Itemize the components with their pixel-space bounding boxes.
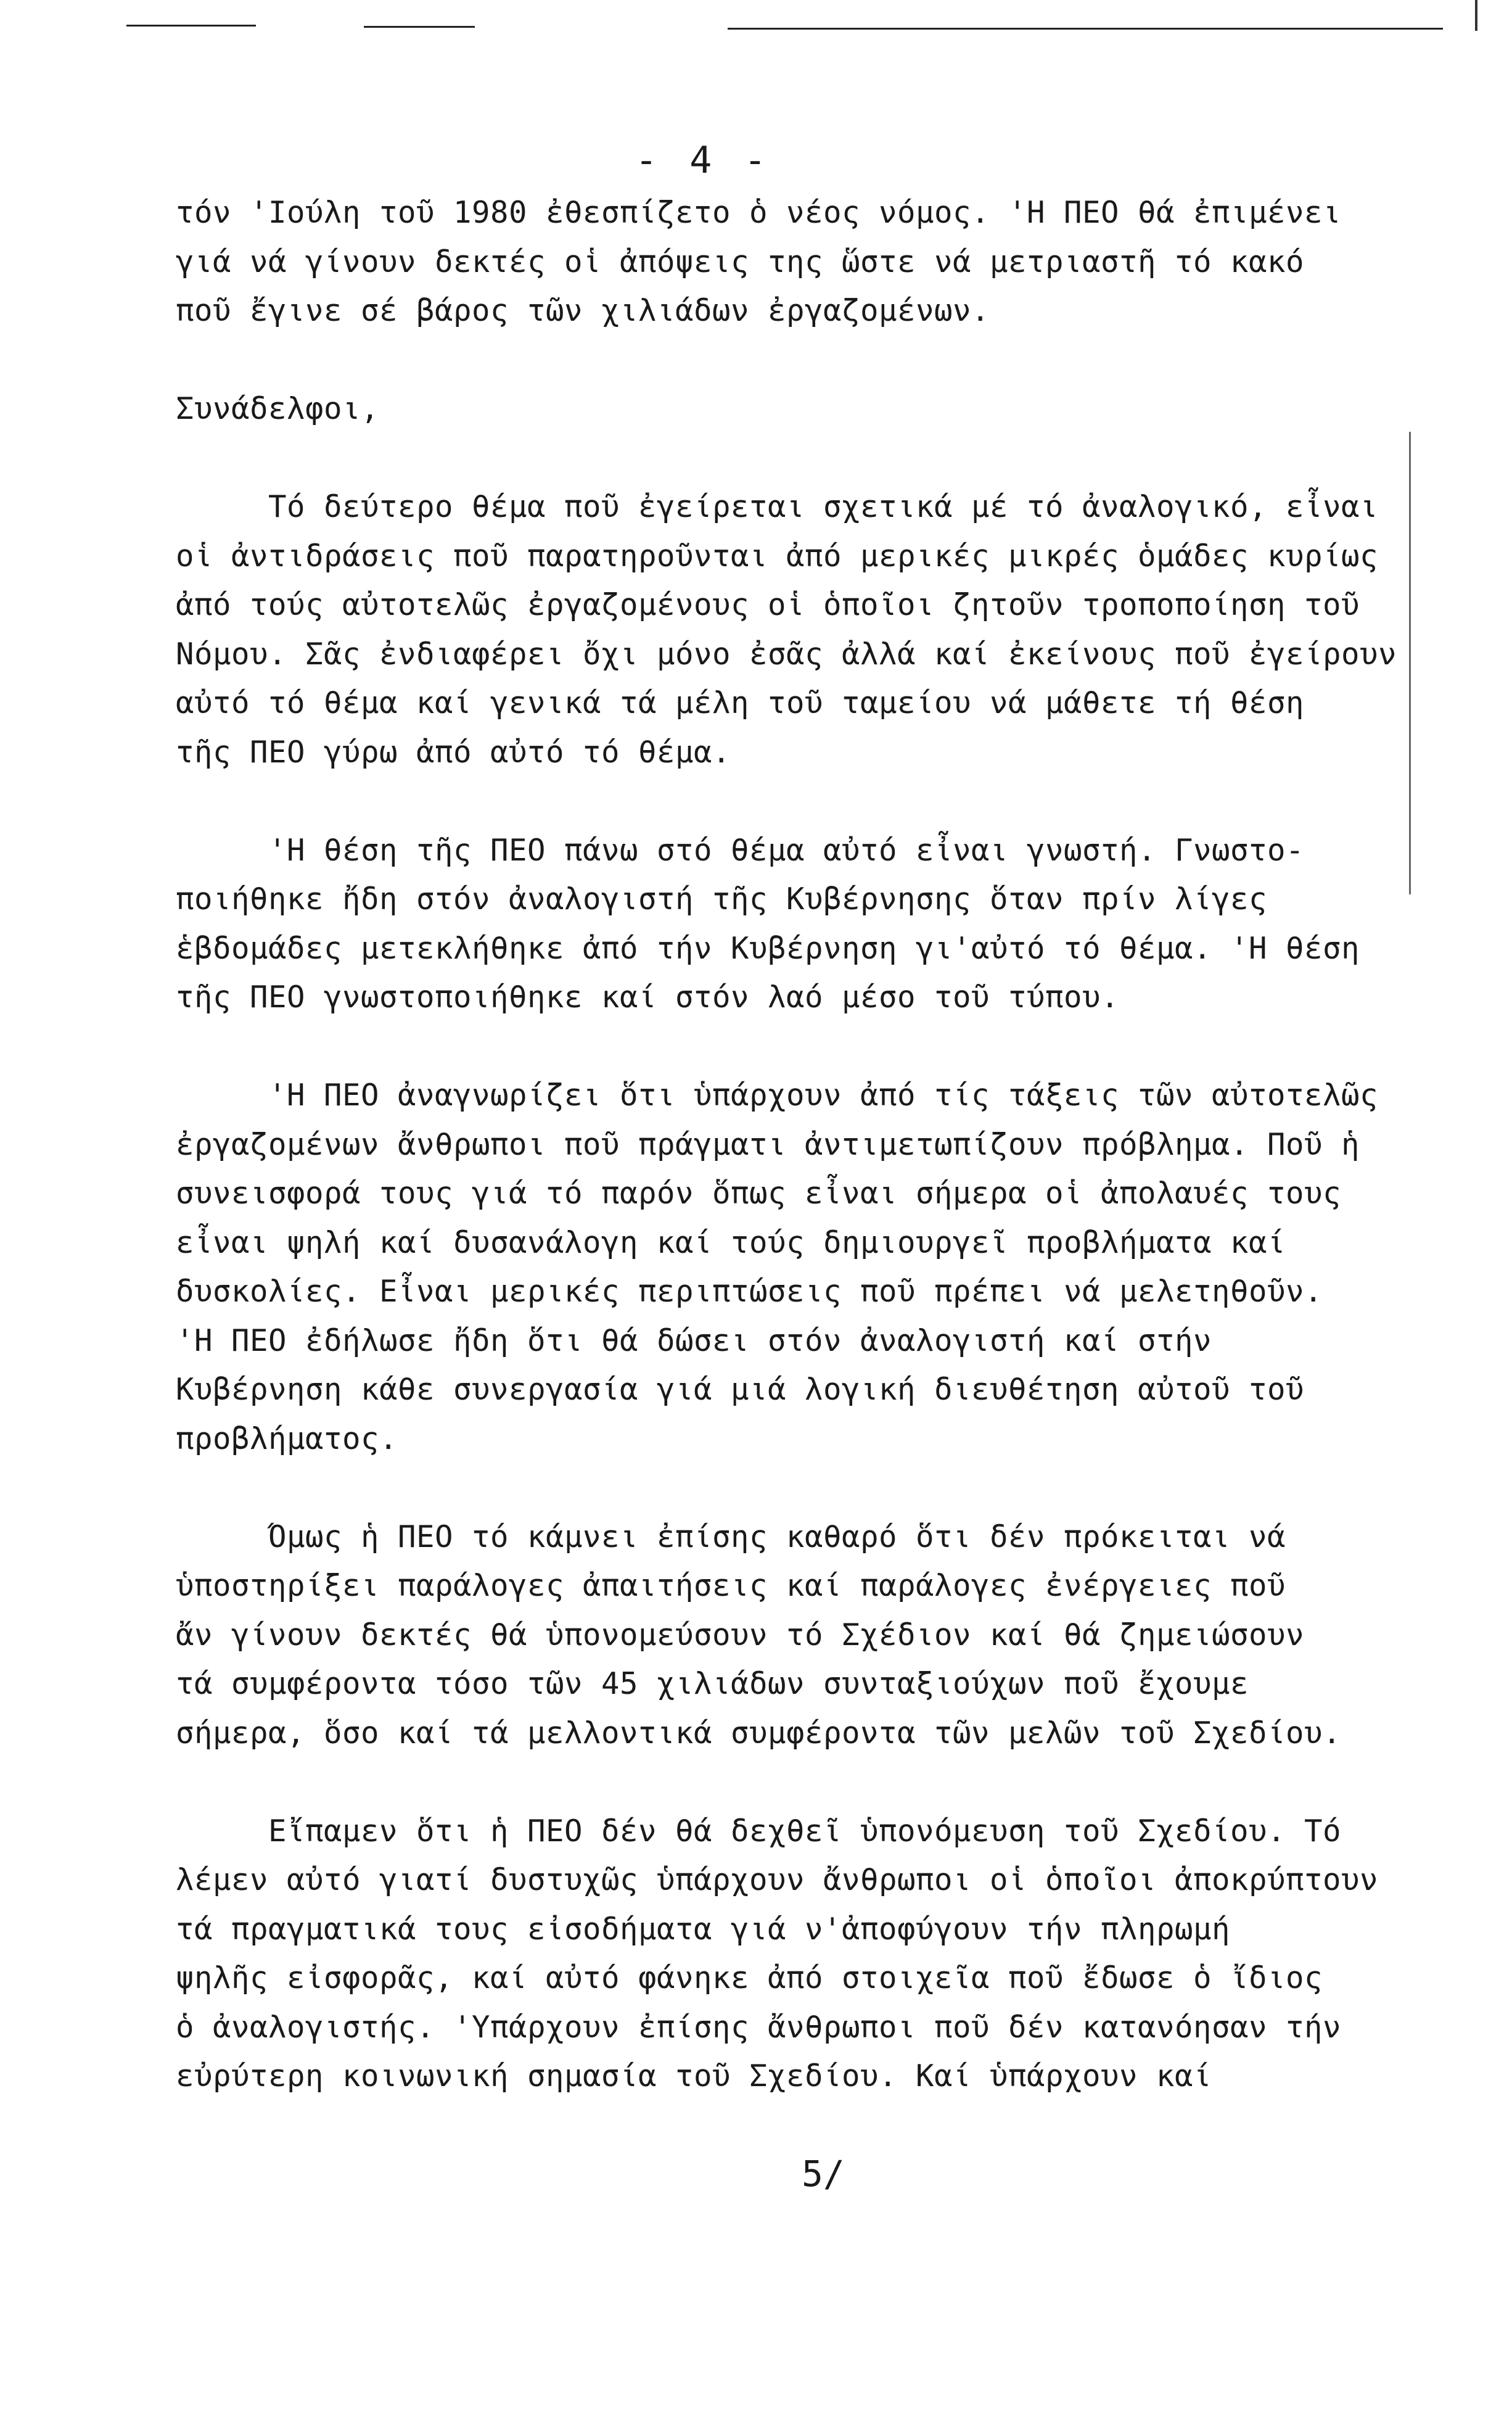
text-line: Συνάδελφοι, [176, 391, 380, 426]
text-line: προβλήματος. [176, 1421, 398, 1456]
paragraph [176, 482, 1421, 777]
text-line: Εἴπαμεν ὅτι ἡ ΠΕΟ δέν θά δεχθεῖ ὑπονόμευση τοῦ Σχεδίου. Τό [176, 1813, 1342, 1849]
body-text [176, 188, 1421, 2101]
top-rule-mid [364, 26, 475, 28]
text-line: συνεισφορά τους γιά τό παρόν ὅπως εἶναι σήμερα οἱ ἀπολαυές τους [176, 1176, 1342, 1211]
text-line: ὁ ἀναλογιστής. 'Υπάρχουν ἐπίσης ἄνθρωποι ποῦ δέν κατανόησαν τήν [176, 2009, 1342, 2045]
page-number: - 4 - [635, 139, 771, 182]
text-line: αὐτό τό θέμα καί γενικά τά μέλη τοῦ ταμείου νά μάθετε τή θέση [176, 685, 1305, 720]
text-line: οἱ ἀντιδράσεις ποῦ παρατηροῦνται ἀπό μερικές μικρές ὁμάδες κυρίως [176, 538, 1379, 574]
text-line: εἶναι ψηλή καί δυσανάλογη καί τούς δημιουργεῖ προβλήματα καί [176, 1224, 1286, 1260]
top-right-edge-mark [1475, 0, 1477, 31]
text-line: ἄν γίνουν δεκτές θά ὑπονομεύσουν τό Σχέδιον καί θά ζημειώσουν [176, 1617, 1305, 1653]
text-line: τῆς ΠΕΟ γνωστοποιήθηκε καί στόν λαό μέσο τοῦ τύπου. [176, 980, 1120, 1015]
paragraph [176, 188, 1421, 336]
text-line: ἑβδομάδες μετεκλήθηκε ἀπό τήν Κυβέρνηση γι'αὐτό τό θέμα. 'Η θέση [176, 930, 1360, 966]
text-line: ποιήθηκε ἤδη στόν ἀναλογιστή τῆς Κυβέρνησης ὅταν πρίν λίγες [176, 881, 1268, 917]
text-line: τόν 'Ιούλη τοῦ 1980 ἐθεσπίζετο ὁ νέος νόμος. 'Η ΠΕΟ θά ἐπιμένει [176, 195, 1342, 230]
paragraph-gap [176, 777, 1421, 826]
top-rule-left [126, 25, 256, 27]
paragraph-gap [176, 1757, 1421, 1807]
text-line: εὐρύτερη κοινωνική σημασία τοῦ Σχεδίου. Καί ὑπάρχουν καί [176, 2058, 1212, 2094]
text-line: Όμως ἡ ΠΕΟ τό κάμνει ἐπίσης καθαρό ὅτι δέν πρόκειται νά [176, 1519, 1286, 1554]
paragraph-gap [176, 336, 1421, 385]
top-rule-right [728, 28, 1443, 30]
paragraph [176, 1071, 1421, 1463]
paragraph-gap [176, 434, 1421, 483]
text-line: 'Η ΠΕΟ ἀναγνωρίζει ὅτι ὑπάρχουν ἀπό τίς τάξεις τῶν αὐτοτελῶς [176, 1078, 1379, 1113]
paragraph [176, 1807, 1421, 2101]
text-line: τά πραγματικά τους εἰσοδήματα γιά ν'ἀποφύγουν τήν πληρωμή [176, 1911, 1231, 1947]
paragraph-gap [176, 1463, 1421, 1512]
text-line: τῆς ΠΕΟ γύρω ἀπό αὐτό τό θέμα. [176, 734, 731, 770]
text-line: Τό δεύτερο θέμα ποῦ ἐγείρεται σχετικά μέ τό ἀναλογικό, εἶναι [176, 489, 1379, 524]
text-line: τά συμφέροντα τόσο τῶν 45 χιλιάδων συνταξιούχων ποῦ ἔχουμε [176, 1666, 1249, 1701]
text-line: 'Η ΠΕΟ ἐδήλωσε ἤδη ὅτι θά δώσει στόν ἀναλογιστή καί στήν [176, 1322, 1212, 1358]
text-line: δυσκολίες. Εἶναι μερικές περιπτώσεις ποῦ πρέπει νά μελετηθοῦν. [176, 1274, 1323, 1309]
text-line: Νόμου. Σᾶς ἐνδιαφέρει ὄχι μόνο ἐσᾶς ἀλλά καί ἐκείνους ποῦ ἐγείρουν [176, 636, 1397, 672]
text-line: σήμερα, ὅσο καί τά μελλοντικά συμφέροντα τῶν μελῶν τοῦ Σχεδίου. [176, 1715, 1342, 1751]
paragraph-gap [176, 1022, 1421, 1071]
text-line: ποῦ ἔγινε σέ βάρος τῶν χιλιάδων ἐργαζομένων. [176, 293, 990, 328]
next-page-marker: 5/ [802, 2153, 845, 2195]
paragraph [176, 826, 1421, 1022]
text-line: ἀπό τούς αὐτοτελῶς ἐργαζομένους οἱ ὁποῖοι ζητοῦν τροποποίηση τοῦ [176, 587, 1360, 622]
text-line: ψηλῆς εἰσφορᾶς, καί αὐτό φάνηκε ἀπό στοιχεῖα ποῦ ἔδωσε ὁ ἴδιος [176, 1960, 1323, 1995]
text-line: ὑποστηρίξει παράλογες ἀπαιτήσεις καί παράλογες ἐνέργειες ποῦ [176, 1568, 1286, 1603]
text-line: λέμεν αὐτό γιατί δυστυχῶς ὑπάρχουν ἄνθρωποι οἱ ὁποῖοι ἀποκρύπτουν [176, 1862, 1379, 1897]
text-line: 'Η θέση τῆς ΠΕΟ πάνω στό θέμα αὐτό εἶναι γνωστή. Γνωστο- [176, 832, 1305, 868]
paragraph [176, 1512, 1421, 1758]
text-line: γιά νά γίνουν δεκτές οἱ ἀπόψεις της ὥστε νά μετριαστῆ τό κακό [176, 244, 1305, 279]
paragraph [176, 384, 1421, 434]
text-line: ἐργαζομένων ἄνθρωποι ποῦ πράγματι ἀντιμετωπίζουν πρόβλημα. Ποῦ ἡ [176, 1126, 1360, 1162]
text-line: Κυβέρνηση κάθε συνεργασία γιά μιά λογική διευθέτηση αὐτοῦ τοῦ [176, 1372, 1305, 1407]
